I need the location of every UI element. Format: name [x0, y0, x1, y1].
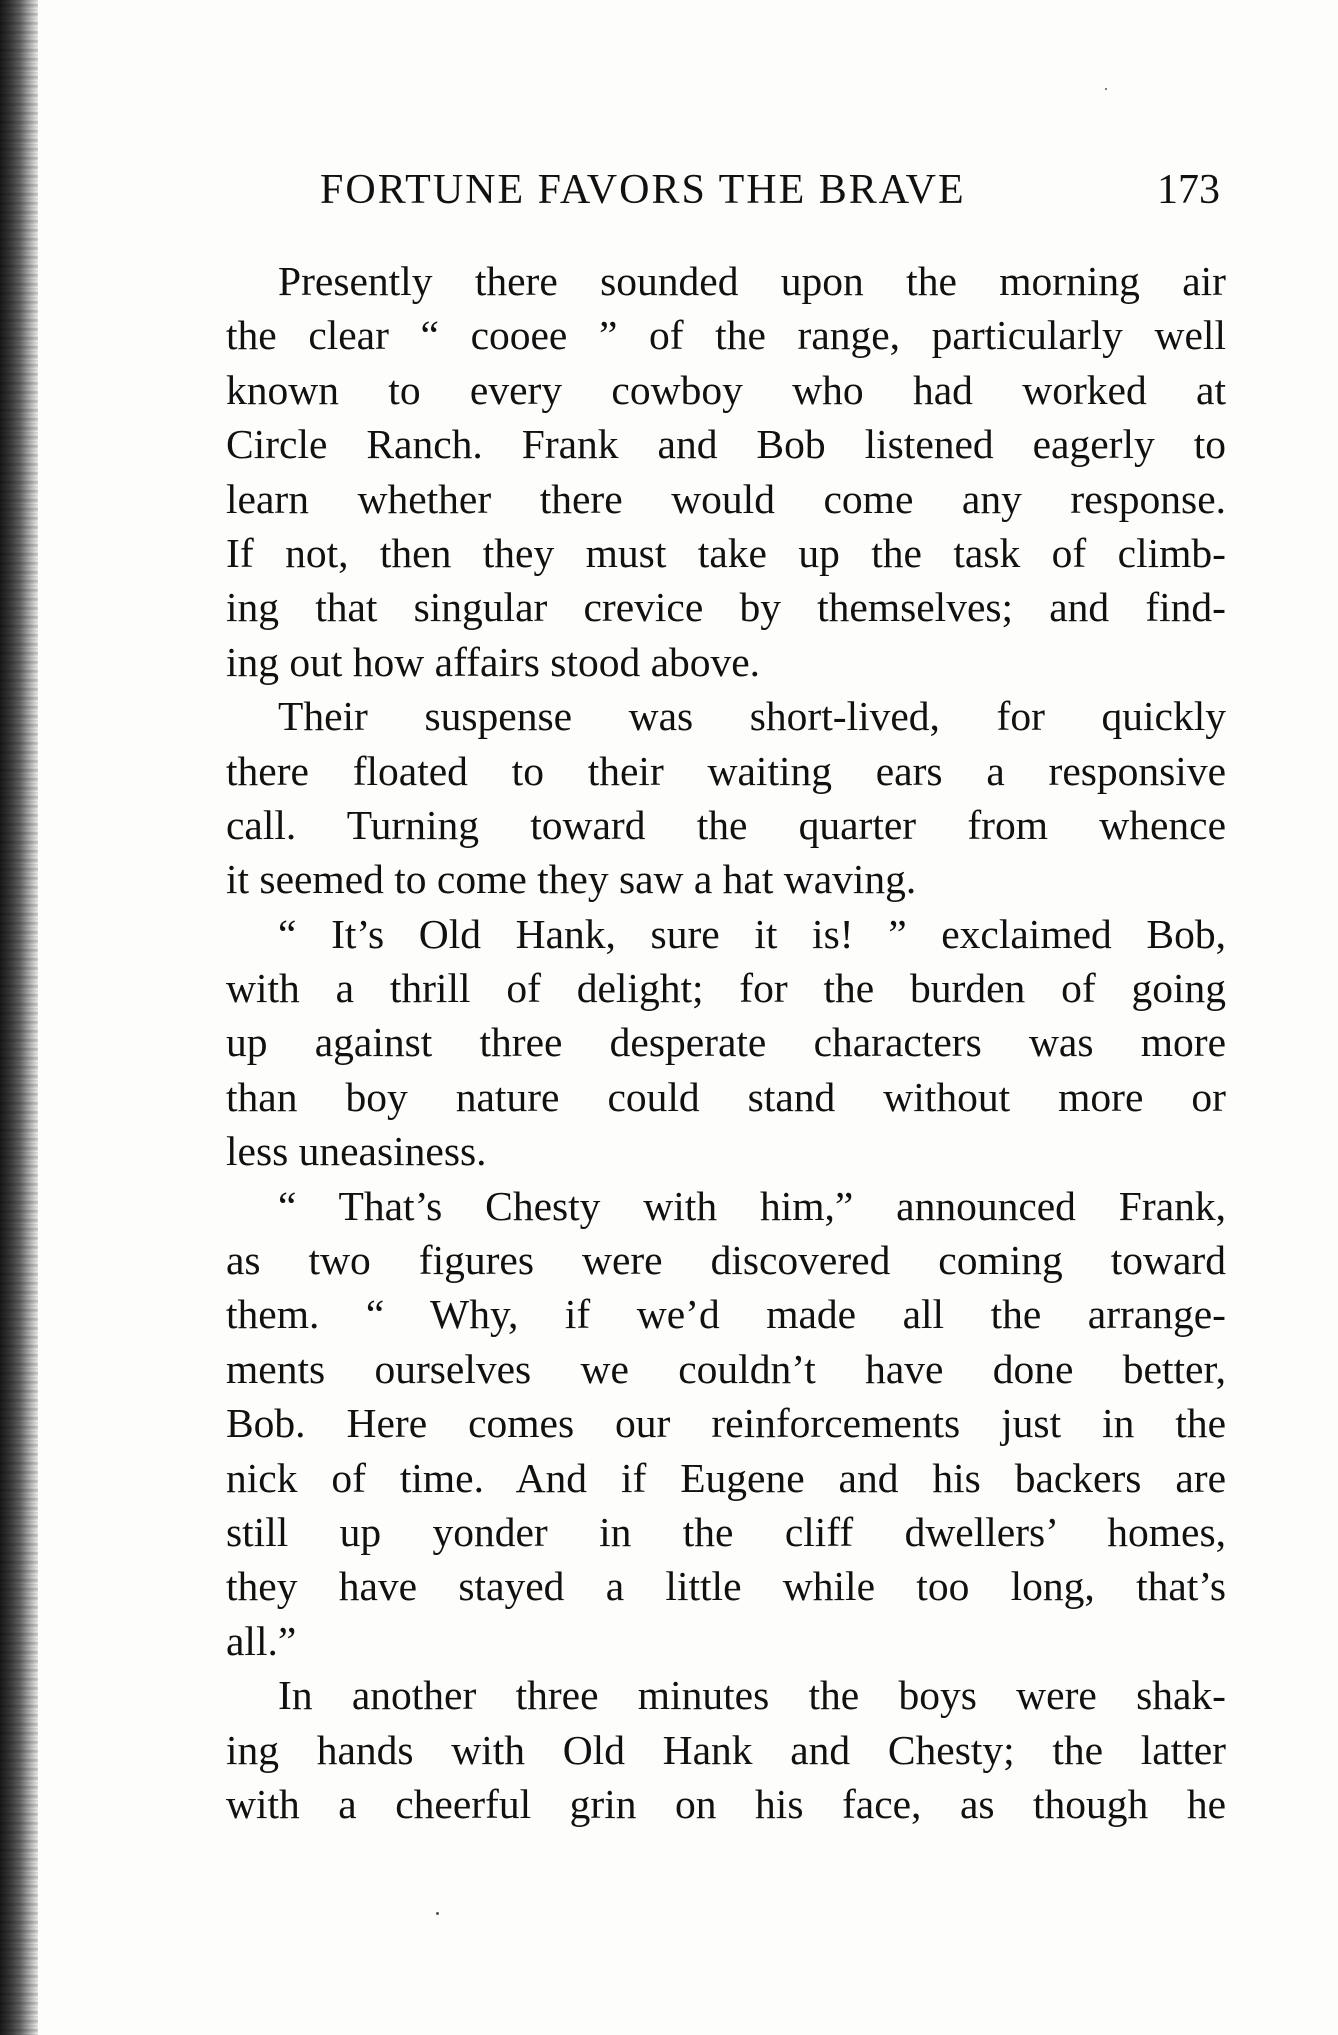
running-head: FORTUNE FAVORS THE BRAVE: [320, 167, 966, 213]
text-line: ing out how affairs stood above.: [226, 638, 761, 685]
text-line: the clear “ cooee ” of the range, particularly well: [226, 312, 1226, 359]
text-line: they have stayed a little while too long, that’s: [226, 1563, 1226, 1610]
text-line: Presently there sounded upon the morning air: [278, 258, 1226, 304]
text-line: with a thrill of delight; for the burden of going: [226, 965, 1226, 1012]
page-number: 173: [1157, 167, 1220, 213]
text-line: ing hands with Old Hank and Chesty; the latter: [226, 1726, 1226, 1773]
text-line: Their suspense was short-lived, for quickly: [278, 693, 1226, 740]
text-line: ing that singular crevice by themselves; and find-: [226, 584, 1226, 631]
text-line: In another three minutes the boys were shak-: [278, 1672, 1226, 1719]
text-line: “ That’s Chesty with him,” announced Frank,: [278, 1182, 1226, 1229]
text-line: Circle Ranch. Frank and Bob listened eagerly to: [226, 421, 1226, 468]
text-line: them. “ Why, if we’d made all the arrange-: [226, 1291, 1226, 1338]
page-header: [320, 166, 1220, 222]
text-line: there floated to their waiting ears a responsive: [226, 747, 1226, 794]
text-line: than boy nature could stand without more or: [226, 1073, 1226, 1120]
text-line: as two figures were discovered coming toward: [226, 1237, 1226, 1284]
text-line: still up yonder in the cliff dwellers’ homes,: [226, 1508, 1226, 1555]
text-line: all.”: [226, 1617, 297, 1664]
text-line: If not, then they must take up the task of climb-: [226, 529, 1226, 576]
paper-speck: [1105, 88, 1107, 90]
text-line: it seemed to come they saw a hat waving.: [226, 856, 917, 903]
text-line: known to every cowboy who had worked at: [226, 366, 1226, 413]
paper-speck: [436, 1912, 439, 1915]
text-line: nick of time. And if Eugene and his backers are: [226, 1454, 1226, 1501]
text-line: ments ourselves we couldn’t have done better,: [226, 1345, 1226, 1392]
text-line: call. Turning toward the quarter from whence: [226, 801, 1226, 848]
body-text: [226, 254, 1226, 1831]
text-line: “ It’s Old Hank, sure it is! ” exclaimed Bob,: [278, 910, 1226, 957]
text-line: learn whether there would come any response.: [226, 475, 1226, 522]
text-line: less uneasiness.: [226, 1128, 487, 1175]
book-spine-shadow: [0, 0, 38, 2035]
text-line: up against three desperate characters was more: [226, 1019, 1226, 1066]
text-line: with a cheerful grin on his face, as though he: [226, 1780, 1226, 1827]
text-line: Bob. Here comes our reinforcements just in the: [226, 1400, 1226, 1447]
